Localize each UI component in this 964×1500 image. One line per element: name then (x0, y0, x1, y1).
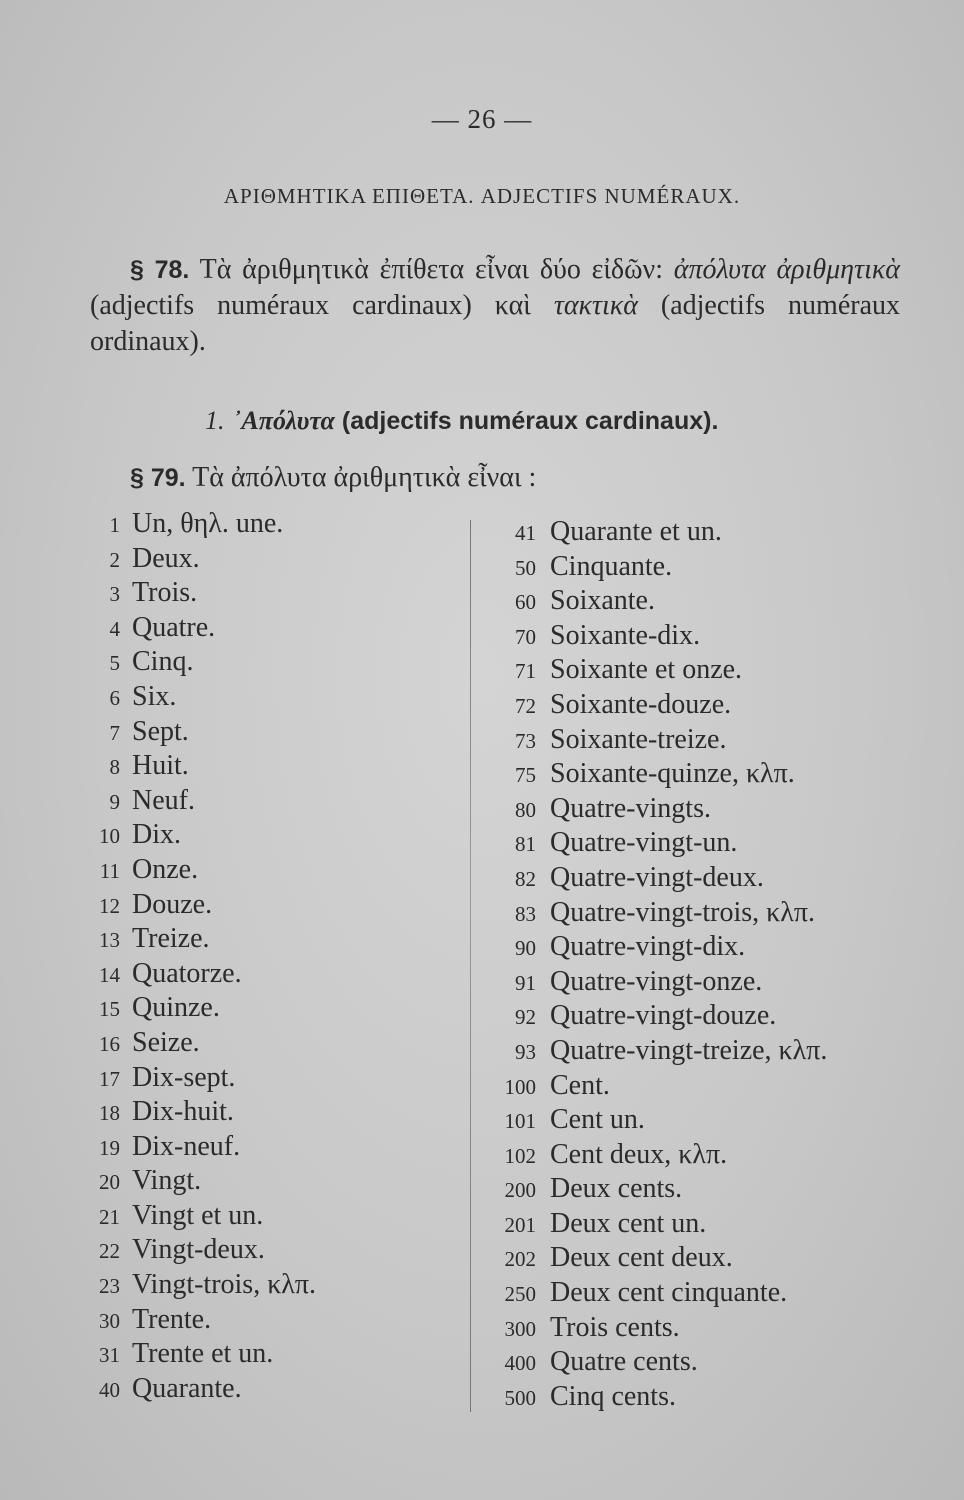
numeral-number: 21 (99, 1204, 120, 1229)
numeral-number: 23 (99, 1274, 120, 1299)
numeral-entry (478, 897, 827, 932)
numeral-entry (478, 1346, 827, 1381)
subheading-number: 1. (205, 406, 225, 435)
numeral-entry (478, 1000, 827, 1035)
numeral-entry (478, 1070, 827, 1105)
numeral-word: Dix-sept. (132, 1061, 236, 1093)
numeral-number: 15 (99, 997, 120, 1022)
numeral-entry (478, 931, 827, 966)
paragraph-78-text-1: Τὰ ἀριθμητικὰ ἐπίθετα εἶναι δύο εἰδῶν: (189, 254, 674, 285)
paragraph-79 (130, 462, 536, 494)
numeral-word: Soixante. (550, 585, 655, 617)
numeral-number: 2 (109, 547, 120, 572)
numeral-entry (478, 654, 827, 689)
numeral-word: Trente et un. (132, 1338, 274, 1370)
numeral-number: 100 (504, 1074, 536, 1099)
numeral-entry (72, 1338, 316, 1373)
numeral-entry (72, 543, 316, 578)
numeral-entry (72, 854, 316, 889)
numeral-entry (72, 819, 316, 854)
numeral-number: 82 (515, 866, 536, 891)
numeral-number: 4 (109, 616, 120, 641)
numeral-entry (478, 1277, 827, 1312)
paragraph-79-marker: § 79. (130, 464, 186, 492)
numeral-entry (478, 1381, 827, 1416)
numeral-number: 75 (515, 763, 536, 788)
paragraph-78-term-2: τακτικὰ (530, 290, 638, 321)
numerals-right-column (478, 516, 827, 1415)
subheading-cardinals (205, 406, 718, 436)
numeral-entry (478, 1139, 827, 1174)
numeral-word: Douze. (132, 888, 213, 920)
numeral-entry (72, 1373, 316, 1408)
numeral-number: 9 (109, 789, 120, 814)
numeral-number: 250 (504, 1282, 536, 1307)
numeral-entry (72, 681, 316, 716)
numeral-number: 18 (99, 1101, 120, 1126)
numeral-entry (478, 827, 827, 862)
numeral-entry (72, 1165, 316, 1200)
numeral-number: 10 (99, 824, 120, 849)
numeral-entry (72, 1027, 316, 1062)
numeral-number: 14 (99, 962, 120, 987)
numeral-entry (72, 1200, 316, 1235)
numeral-number: 41 (515, 521, 536, 545)
numeral-entry (72, 889, 316, 924)
numeral-number: 80 (515, 797, 536, 822)
numeral-word: Deux cent cinquante. (550, 1277, 788, 1309)
numerals-left-column (72, 508, 316, 1407)
numeral-entry (478, 689, 827, 724)
paragraph-79-text: Τὰ ἀπόλυτα ἀριθμητικὰ εἶναι : (185, 462, 537, 493)
numeral-number: 12 (99, 893, 120, 918)
numeral-entry (478, 966, 827, 1001)
numeral-entry (478, 1035, 827, 1070)
numeral-entry (478, 758, 827, 793)
numeral-word: Soixante-treize. (550, 723, 727, 755)
numeral-number: 5 (109, 651, 120, 676)
numeral-word: Quatre. (132, 611, 216, 643)
numeral-entry (72, 612, 316, 647)
numeral-entry (72, 1096, 316, 1131)
numeral-number: 31 (99, 1343, 120, 1368)
numeral-entry (478, 551, 827, 586)
paragraph-78 (90, 252, 900, 360)
numeral-number: 3 (109, 582, 120, 607)
subheading-latin: (adjectifs numéraux cardinaux). (334, 407, 719, 435)
numeral-number: 70 (515, 624, 536, 649)
numeral-entry (72, 646, 316, 681)
numeral-word: Quatorze. (132, 957, 242, 989)
numeral-number: 83 (515, 901, 536, 926)
numeral-number: 102 (504, 1143, 536, 1168)
numeral-word: Cent. (550, 1069, 610, 1101)
numeral-entry (72, 1234, 316, 1269)
numeral-number: 73 (515, 728, 536, 753)
numeral-word: Quatre-vingt-un. (550, 827, 738, 859)
numeral-entry (72, 785, 316, 820)
numeral-word: Trois. (132, 577, 198, 609)
numeral-entry (478, 516, 827, 551)
numeral-entry (478, 1312, 827, 1347)
numeral-word: Quarante et un. (550, 516, 722, 547)
numeral-number: 7 (109, 720, 120, 745)
numeral-number: 71 (515, 659, 536, 684)
numeral-word: Quatre-vingt-trois, κλπ. (550, 896, 815, 928)
numeral-word: Cinq. (132, 646, 194, 678)
numeral-entry (72, 750, 316, 785)
numeral-word: Quatre cents. (550, 1346, 698, 1378)
numeral-word: Vingt. (132, 1165, 202, 1197)
numeral-entry (72, 958, 316, 993)
numeral-number: 16 (99, 1031, 120, 1056)
numeral-number: 500 (504, 1385, 536, 1410)
numeral-number: 20 (99, 1170, 120, 1195)
numeral-word: Trois cents. (550, 1311, 680, 1343)
numeral-number: 300 (504, 1316, 536, 1341)
numeral-word: Dix. (132, 819, 181, 851)
numeral-number: 11 (99, 858, 120, 883)
paragraph-78-term-1: ἀπόλυτα ἀριθμητικὰ (673, 254, 900, 285)
numeral-word: Vingt-deux. (132, 1234, 265, 1266)
numeral-word: Treize. (132, 923, 210, 955)
numeral-word: Deux. (132, 542, 200, 574)
numeral-word: Soixante-douze. (550, 688, 732, 720)
numeral-word: Cinq cents. (550, 1380, 676, 1412)
paragraph-78-conj: καὶ (494, 290, 531, 321)
numeral-word: Soixante et onze. (550, 654, 743, 686)
numeral-entry (72, 1304, 316, 1339)
numeral-entry (72, 716, 316, 751)
numeral-word: Quatre-vingts. (550, 792, 711, 824)
numeral-word: Quinze. (132, 992, 220, 1024)
numeral-entry (478, 1173, 827, 1208)
numeral-word: Cent un. (550, 1104, 645, 1136)
numeral-entry (478, 1208, 827, 1243)
numeral-word: Soixante-quinze, κλπ. (550, 758, 795, 790)
numeral-word: Quatre-vingt-deux. (550, 861, 764, 893)
numeral-word: Quatre-vingt-douze. (550, 1000, 777, 1032)
numeral-number: 202 (504, 1247, 536, 1272)
numeral-word: Cent deux, κλπ. (550, 1138, 728, 1170)
numeral-word: Six. (132, 680, 177, 712)
numeral-word: Onze. (132, 853, 199, 885)
numeral-word: Seize. (132, 1026, 200, 1058)
numeral-entry (478, 1104, 827, 1139)
numeral-number: 93 (515, 1039, 536, 1064)
column-divider (470, 520, 471, 1412)
numeral-entry (72, 508, 316, 543)
numeral-number: 72 (515, 693, 536, 718)
numeral-word: Huit. (132, 750, 189, 782)
numeral-word: Deux cent deux. (550, 1242, 733, 1274)
numeral-number: 92 (515, 1005, 536, 1030)
paragraph-78-marker: § 78. (130, 256, 190, 284)
numeral-word: Cinquante. (550, 550, 673, 582)
numeral-word: Vingt et un. (132, 1199, 264, 1231)
numeral-word: Dix-huit. (132, 1096, 234, 1128)
numeral-entry (72, 1269, 316, 1304)
numeral-number: 30 (99, 1308, 120, 1333)
numeral-word: Deux cent un. (550, 1207, 707, 1239)
numeral-word: Quatre-vingt-treize, κλπ. (550, 1034, 828, 1066)
numeral-entry (72, 577, 316, 612)
numeral-entry (478, 620, 827, 655)
numeral-number: 50 (515, 555, 536, 580)
numeral-entry (72, 923, 316, 958)
numeral-entry (478, 862, 827, 897)
numeral-number: 6 (109, 685, 120, 710)
numeral-entry (478, 1242, 827, 1277)
numeral-entry (478, 585, 827, 620)
page-number: — 26 — (431, 104, 533, 134)
numeral-number: 13 (99, 928, 120, 953)
numeral-number: 22 (99, 1239, 120, 1264)
numeral-word: Soixante-dix. (550, 619, 701, 651)
subheading-greek: ᾿Απόλυτα (232, 406, 335, 435)
numeral-number: 81 (515, 832, 536, 857)
paragraph-78-text-2: (adjectifs numéraux cardinaux) (90, 290, 495, 321)
numeral-word: Vingt-trois, κλπ. (132, 1269, 317, 1301)
numeral-entry (72, 1131, 316, 1166)
numeral-word: Un, θηλ. une. (132, 508, 284, 539)
numeral-number: 101 (504, 1109, 536, 1134)
numeral-word: Dix-neuf. (132, 1130, 241, 1162)
numeral-word: Sept. (132, 715, 189, 747)
numeral-number: 200 (504, 1178, 536, 1203)
numeral-entry (72, 992, 316, 1027)
numeral-word: Quatre-vingt-onze. (550, 965, 763, 997)
numeral-number: 60 (515, 590, 536, 615)
numeral-number: 201 (504, 1212, 536, 1237)
numeral-word: Quatre-vingt-dix. (550, 931, 746, 963)
numeral-word: Neuf. (132, 784, 195, 816)
numeral-entry (478, 793, 827, 828)
numeral-number: 8 (109, 755, 120, 780)
numeral-number: 17 (99, 1066, 120, 1091)
numeral-word: Trente. (132, 1303, 212, 1335)
numeral-entry (72, 1062, 316, 1097)
numeral-word: Quarante. (132, 1372, 242, 1404)
paragraph-78-text-3: (adjectifs numéraux ordinaux). (90, 290, 900, 357)
numeral-number: 19 (99, 1135, 120, 1160)
numeral-number: 1 (109, 513, 120, 537)
numeral-number: 91 (515, 970, 536, 995)
numeral-number: 40 (99, 1377, 120, 1402)
numeral-word: Deux cents. (550, 1173, 683, 1205)
numeral-entry (478, 724, 827, 759)
section-title: ΑΡΙΘΜΗΤΙΚΑ ΕΠΙΘΕΤΑ. ADJECTIFS NUMÉRAUX. (223, 184, 741, 208)
numeral-number: 400 (504, 1351, 536, 1376)
numeral-number: 90 (515, 936, 536, 961)
